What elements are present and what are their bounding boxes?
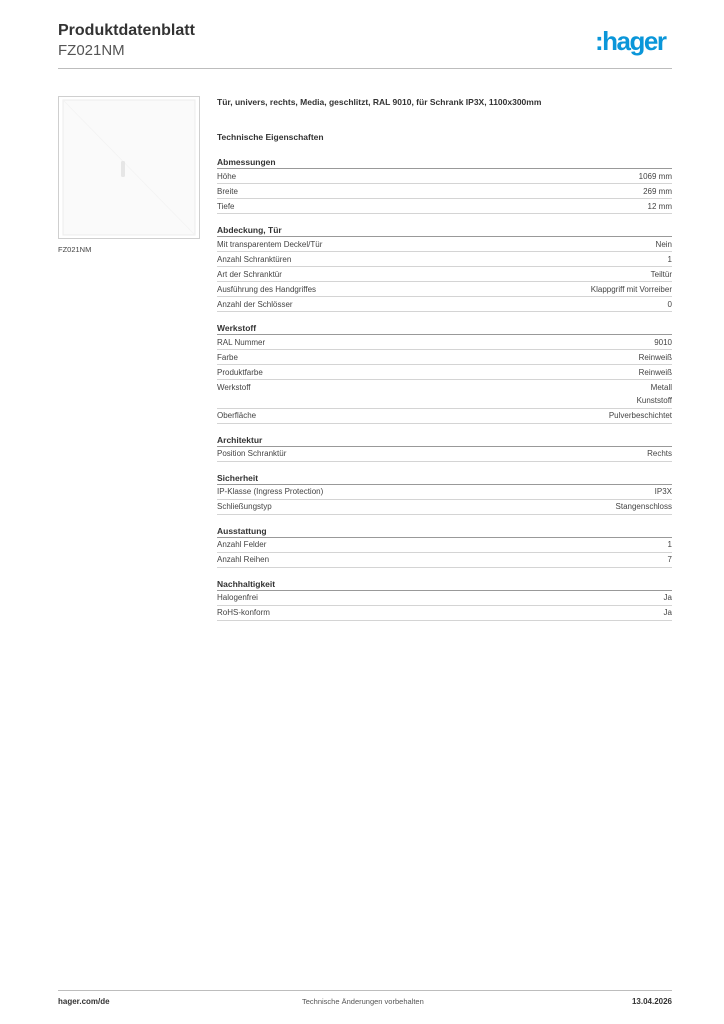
section-title: Architektur: [217, 434, 672, 447]
property-label: Höhe: [217, 171, 237, 181]
property-label: Halogenfrei: [217, 593, 258, 602]
property-value-text: Stangenschloss: [615, 502, 672, 511]
property-value-text: Kunststoff: [636, 396, 672, 405]
section-title: Abmessungen: [217, 156, 672, 169]
property-label: RoHS-konform: [217, 608, 270, 617]
section-title: Sicherheit: [217, 472, 672, 485]
property-value-text: IP3X: [654, 487, 672, 496]
property-value-text: Teiltür: [650, 269, 672, 279]
property-label: Anzahl Schranktüren: [217, 254, 292, 264]
property-row: [217, 485, 672, 500]
hager-logo: :hager: [595, 26, 666, 56]
property-row: [217, 500, 672, 515]
property-label: Tiefe: [217, 201, 235, 211]
property-row: [217, 447, 672, 462]
header-divider: [58, 68, 672, 69]
document-title: Produktdatenblatt: [58, 22, 195, 39]
property-value: [668, 538, 672, 552]
property-row: [217, 184, 672, 199]
property-value: [651, 268, 672, 282]
property-value-text: 7: [667, 555, 672, 564]
property-value: [591, 283, 672, 297]
property-value: [655, 485, 672, 499]
footer-website: hager.com/de: [58, 997, 110, 1006]
property-row: [217, 365, 672, 380]
property-value-text: 12 mm: [647, 201, 672, 211]
property-row: [217, 199, 672, 214]
property-row: [217, 282, 672, 297]
property-value: [639, 351, 672, 365]
property-value: [664, 606, 672, 620]
property-value-text: Ja: [663, 608, 672, 617]
property-value-text: Reinweiß: [638, 367, 672, 377]
property-row: [217, 350, 672, 365]
image-caption: FZ021NM: [58, 245, 92, 254]
section-title: Ausstattung: [217, 525, 672, 538]
property-value-text: Pulverbeschichtet: [608, 411, 672, 420]
property-label: Farbe: [217, 352, 238, 362]
property-section: [217, 472, 672, 515]
property-value-text: 269 mm: [643, 186, 672, 196]
section-title: Werkstoff: [217, 322, 672, 335]
property-row: [217, 606, 672, 621]
property-value-text: 1069 mm: [638, 171, 672, 181]
property-row: [217, 538, 672, 553]
property-value: [639, 170, 672, 184]
property-row: [217, 553, 672, 568]
property-section: [217, 578, 672, 621]
property-label: IP-Klasse (Ingress Protection): [217, 487, 324, 496]
property-value: [637, 381, 672, 408]
property-row: [217, 297, 672, 312]
property-label: Produktfarbe: [217, 367, 263, 377]
footer-note: Technische Änderungen vorbehalten: [302, 997, 424, 1006]
property-row: [217, 591, 672, 606]
property-label: Oberfläche: [217, 411, 257, 420]
property-value: [643, 185, 672, 199]
property-section: [217, 224, 672, 312]
property-value: [668, 298, 672, 312]
document-header: [58, 22, 195, 61]
property-label: Anzahl der Schlösser: [217, 299, 293, 309]
property-label: Art der Schranktür: [217, 269, 282, 279]
property-value: [664, 591, 672, 605]
property-row: [217, 380, 672, 409]
property-value: [668, 553, 672, 567]
property-row: [217, 252, 672, 267]
properties-sections: [217, 156, 672, 621]
property-label: RAL Nummer: [217, 337, 266, 347]
property-value-text: Rechts: [647, 449, 672, 458]
property-value: [654, 336, 672, 350]
footer-date: 13.04.2026: [631, 997, 672, 1006]
property-value: [639, 366, 672, 380]
property-value: [656, 238, 672, 252]
property-value-text: Ja: [663, 593, 672, 602]
property-label: Werkstoff: [217, 382, 251, 392]
property-label: Ausführung des Handgriffes: [217, 284, 317, 294]
property-value-text: Nein: [655, 239, 672, 249]
property-row: [217, 237, 672, 252]
property-label: Breite: [217, 186, 238, 196]
property-value-text: Metall: [650, 382, 672, 392]
property-row: [217, 409, 672, 424]
product-code: FZ021NM: [58, 42, 125, 59]
property-value: [616, 500, 672, 514]
property-label: Mit transparentem Deckel/Tür: [217, 239, 323, 249]
product-description: Tür, univers, rechts, Media, geschlitzt, RAL 9010, für Schrank IP3X, 1100x300mm: [217, 97, 542, 107]
property-value-text: Reinweiß: [638, 352, 672, 362]
technical-properties-heading: Technische Eigenschaften: [217, 132, 324, 142]
section-title: Abdeckung, Tür: [217, 224, 672, 237]
property-value-text: 0: [667, 299, 672, 309]
property-label: Schließungstyp: [217, 502, 272, 511]
property-value-text: 1: [667, 540, 672, 549]
property-section: [217, 434, 672, 462]
property-row: [217, 267, 672, 282]
section-title: Nachhaltigkeit: [217, 578, 672, 591]
product-details: [217, 95, 672, 621]
property-label: Anzahl Felder: [217, 540, 267, 549]
product-image: [58, 96, 200, 239]
property-value: [668, 253, 672, 267]
property-section: [217, 525, 672, 568]
property-value-text: 1: [667, 254, 672, 264]
property-section: [217, 156, 672, 214]
property-label: Position Schranktür: [217, 449, 287, 458]
footer-divider: [58, 990, 672, 991]
property-value: [648, 200, 672, 214]
property-value-text: 9010: [654, 337, 672, 347]
property-section: [217, 322, 672, 424]
door-panel-image: [59, 97, 199, 238]
property-row: [217, 335, 672, 350]
property-row: [217, 169, 672, 184]
property-value: [647, 447, 672, 461]
property-label: Anzahl Reihen: [217, 555, 270, 564]
property-value: [609, 409, 672, 423]
property-value-text: Klappgriff mit Vorreiber: [590, 284, 672, 294]
